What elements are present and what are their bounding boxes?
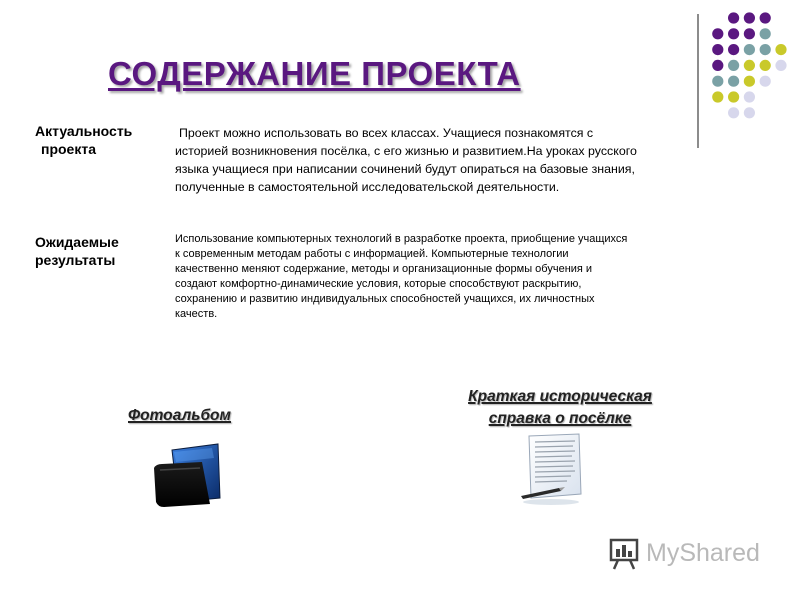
- relevance-text-line4: полученные в самостоятельной исследовательской деятельности.: [175, 180, 560, 194]
- folder-icon[interactable]: [150, 440, 225, 508]
- decorative-dot: [760, 28, 771, 39]
- decorative-dot: [728, 12, 739, 23]
- decorative-dot: [728, 91, 739, 102]
- results-text-line5: сохранению и развитию индивидуальных способностей учащихся, их личностных: [175, 293, 595, 305]
- decorative-dot: [728, 44, 739, 55]
- results-text-line6: качеств.: [175, 308, 218, 320]
- results-label: [35, 233, 119, 269]
- decorative-dot: [760, 12, 771, 23]
- results-text-line3: качественно меняют содержание, методы и организационные формы обучения и: [175, 263, 593, 275]
- decorative-dot: [712, 44, 723, 55]
- decorative-dot: [744, 44, 755, 55]
- decorative-dot: [728, 60, 739, 71]
- history-link-line1: Краткая историческая: [468, 388, 652, 405]
- decorative-dot: [744, 91, 755, 102]
- decorative-dot: [760, 76, 771, 87]
- decorative-dot: [744, 107, 755, 118]
- watermark-text: MyShared: [646, 539, 760, 567]
- watermark: [608, 537, 768, 573]
- decorative-dot: [712, 60, 723, 71]
- decorative-dot: [712, 28, 723, 39]
- decorative-dot: [775, 60, 786, 71]
- decorative-dot: [728, 28, 739, 39]
- decorative-dot: [728, 76, 739, 87]
- decorative-dot: [744, 60, 755, 71]
- decorative-dot: [744, 76, 755, 87]
- results-text-line1: Использование компьютерных технологий в разработке проекта, приобщение учащихся: [175, 233, 628, 245]
- results-label-line1: Ожидаемые: [35, 234, 119, 250]
- decorative-dot: [760, 44, 771, 55]
- results-label-line2: результаты: [35, 252, 116, 268]
- decorative-dot: [712, 91, 723, 102]
- relevance-text: [175, 124, 695, 196]
- relevance-label-line1: Актуальность: [35, 123, 133, 139]
- vertical-divider-line: [697, 14, 699, 148]
- document-icon[interactable]: [515, 432, 590, 507]
- decorative-dot: [775, 44, 786, 55]
- decorative-dot: [744, 28, 755, 39]
- decorative-dot: [728, 107, 739, 118]
- history-link-line2: справка о посёлке: [488, 410, 632, 427]
- relevance-label: [35, 122, 132, 158]
- relevance-text-line3: языка учащиеся при написании сочинений будут опираться на базовые знания,: [175, 162, 635, 176]
- page-title: СОДЕРЖАНИЕ ПРОЕКТА: [108, 55, 521, 92]
- relevance-label-line2: проекта: [41, 141, 96, 157]
- decorative-dot: [712, 76, 723, 87]
- results-text: [175, 232, 695, 322]
- presentation-board-icon: [608, 537, 642, 571]
- decorative-dot: [760, 60, 771, 71]
- results-text-line4: создают комфортно-динамические условия, которые способствуют раскрытию,: [175, 278, 582, 290]
- history-reference-link[interactable]: [445, 386, 675, 430]
- decorative-dot: [744, 12, 755, 23]
- results-text-line2: к современным методам работы с информацией. Компьютерные технологии: [175, 248, 569, 260]
- relevance-text-line2: историей возникновения посёлка, с его жизнью и развитием.На уроках русского: [175, 144, 637, 158]
- relevance-text-line1: Проект можно использовать во всех классах. Учащиеся познакомятся с: [179, 126, 594, 140]
- photo-album-link[interactable]: Фотоальбом: [128, 407, 231, 424]
